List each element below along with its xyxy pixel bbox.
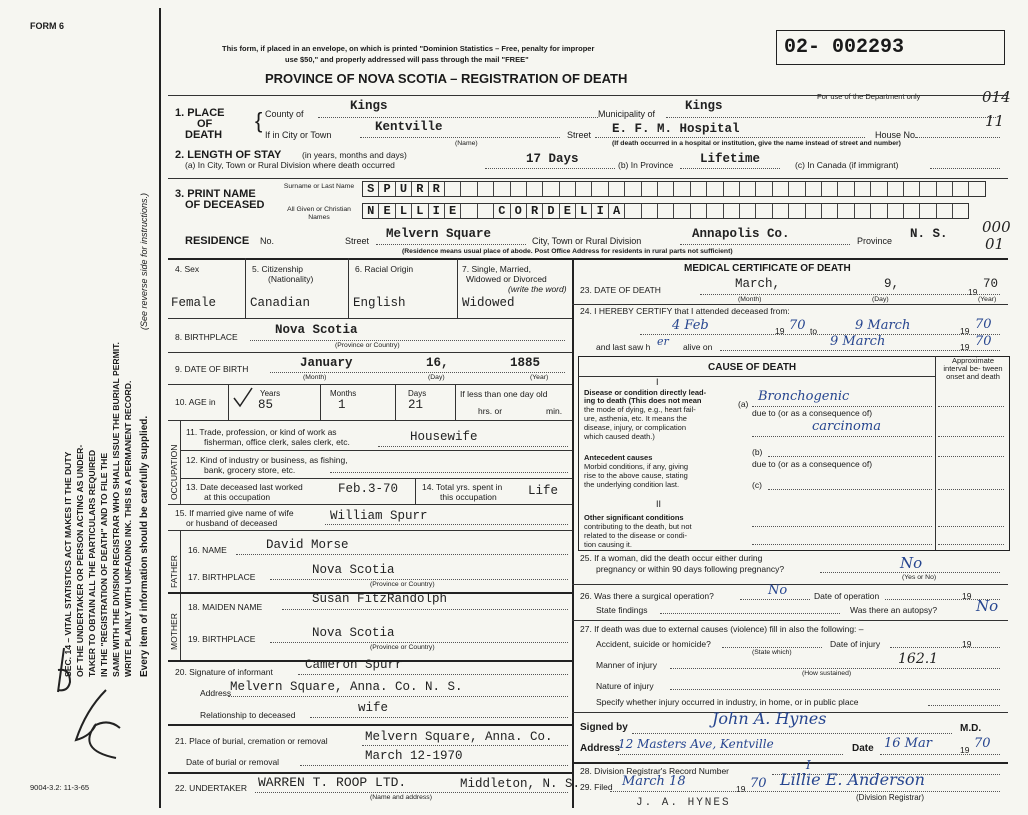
spouse-label-2: or husband of deceased (186, 518, 278, 528)
given-names-label: All Given or Christian Names (287, 206, 351, 221)
hospital-note: (If death occurred in a hospital or institution, give the name instead of street and number) (612, 140, 901, 147)
given-names-grid: N E L L I E C O R D E L I A (362, 203, 969, 219)
disease-line-5: disease, injury, or complication (584, 423, 686, 432)
residence-street-label: Street (345, 236, 370, 246)
margin-text-4: IN THE "REGISTRATION OF DEATH" AND TO FILE THE (99, 452, 109, 677)
county-value: Kings (350, 99, 388, 113)
dob-month-sub: (Month) (303, 374, 327, 381)
dept-code-2: 11 (985, 112, 1005, 130)
other-label-4: tion causing it. (584, 540, 632, 549)
father-birthplace-label: 17. BIRTHPLACE (188, 572, 256, 582)
print-name-label-1: 3. PRINT NAME (175, 188, 256, 200)
municipality-label: Municipality of (598, 109, 656, 119)
state-findings-label: State findings (596, 605, 648, 615)
accident-label: Accident, suicide or homicide? (596, 639, 711, 649)
marital-label-2: Widowed or Divorced (466, 274, 547, 284)
alive-label: alive on (683, 342, 713, 352)
min-label: min. (546, 406, 563, 416)
signed-date-label: Date (852, 743, 874, 754)
birthplace-label: 8. BIRTHPLACE (175, 332, 238, 342)
surname-grid: S P U R R (362, 181, 986, 197)
cause-c-label: (c) (752, 480, 762, 490)
md-label: M.D. (960, 723, 982, 734)
dob-day: 16, (426, 356, 449, 370)
antecedent-label-1: Antecedent causes (584, 453, 653, 462)
dob-year: 1885 (510, 356, 541, 370)
city-value: Kentville (375, 120, 443, 134)
stay-province-label: (b) In Province (618, 160, 674, 170)
medical-title: MEDICAL CERTIFICATE OF DEATH (684, 263, 851, 274)
date-of-death-19: 19 (968, 287, 978, 297)
undertaker-place: Middleton, N. S. (460, 777, 581, 791)
last-worked-value: Feb.3-70 (338, 482, 399, 496)
dod-year-sub: (Year) (978, 296, 997, 303)
age-years: 85 (258, 398, 274, 412)
postal-note-2: use $50," and properly addressed will pass through the mail "FREE" (285, 55, 529, 64)
house-label: House No. (875, 130, 918, 140)
disease-line-3: the mode of dying, e.g., heart fail- (584, 405, 696, 414)
due-to-label-2: due to (or as a consequence of) (752, 459, 873, 469)
total-years-label-1: 14. Total yrs. spent in (422, 482, 503, 492)
date-of-death-label: 23. DATE OF DEATH (580, 285, 661, 295)
external-causes-label: 27. If death was due to external causes (violence) fill in also the following: – (580, 624, 864, 634)
operation-label: 26. Was there a surgical operation? (580, 591, 714, 601)
approx-interval-label: Approximate interval be- tween onset and death (943, 356, 1003, 381)
autopsy-label: Was there an autopsy? (850, 605, 938, 615)
dept-code-1: 014 (982, 88, 1011, 106)
undertaker-label: 22. UNDERTAKER (175, 783, 247, 793)
relationship-label: Relationship to deceased (200, 710, 296, 720)
mother-birthplace-value: Nova Scotia (312, 626, 395, 640)
burial-date-value: March 12-1970 (365, 749, 463, 763)
alive-on-value: 9 March (830, 334, 886, 349)
residence-province-value: N. S. (910, 227, 948, 241)
physician-stamp: J. A. HYNES (636, 797, 731, 809)
margin-text-5: SAME WITH THE DIVISION REGISTRAR WHO SHALL ISSUE THE BURIAL PERMIT. (111, 342, 121, 677)
form-number: FORM 6 (30, 21, 65, 31)
total-years-label-2: this occupation (440, 492, 497, 502)
citizenship-sub: (Nationality) (268, 274, 314, 284)
age-days-label: Days (408, 389, 427, 398)
to-label: to (810, 326, 818, 336)
certify-label: 24. I HEREBY CERTIFY that I attended deceased from: (580, 306, 790, 316)
hrs-label: hrs. or (478, 406, 503, 416)
place-label-3: DEATH (185, 129, 223, 141)
signed-by-label: Signed by (580, 722, 628, 733)
from-19: 19 (775, 326, 785, 336)
dod-day-sub: (Day) (872, 296, 889, 303)
dept-code-3: 000 (982, 218, 1011, 236)
total-years-value: Life (528, 484, 559, 498)
attended-to: 9 March (855, 318, 911, 333)
racial-origin-label: 6. Racial Origin (355, 264, 414, 274)
injury-19: 19 (962, 639, 972, 649)
burial-place-label: 21. Place of burial, cremation or removal (175, 736, 328, 746)
trade-label-2: fisherman, office clerk, sales clerk, etc. (204, 437, 350, 447)
father-name-label: 16. NAME (188, 545, 227, 555)
length-of-stay-label: 2. LENGTH OF STAY (175, 149, 282, 161)
birthplace-value: Nova Scotia (275, 323, 358, 337)
length-of-stay-sub: (in years, months and days) (302, 150, 407, 160)
margin-text-2: OF THE UNDERTAKER OR PERSON ACTING AS UNDER- (75, 444, 85, 677)
state-which-sub: (State which) (752, 649, 792, 656)
manner-label: Manner of injury (596, 660, 657, 670)
last-saw-hw: er (657, 335, 669, 348)
date-of-death-day: 9, (884, 277, 900, 291)
operation-19: 19 (962, 591, 972, 601)
roman-one: I (656, 377, 659, 387)
brace: { (255, 108, 263, 133)
registrar-signature: Lillie E. Anderson (780, 770, 925, 789)
residence-city-value: Annapolis Co. (692, 227, 790, 241)
filed-label: 29. Filed (580, 782, 613, 792)
pregnancy-label-2: pregnancy or within 90 days following pregnancy? (596, 564, 785, 574)
industry-label-1: 12. Kind of industry or business, as fishing, (186, 455, 348, 465)
occupation-label: OCCUPATION (169, 444, 179, 500)
residence-city-label: City, Town or Rural Division (532, 236, 642, 246)
father-label: FATHER (169, 555, 179, 588)
attended-from: 4 Feb (672, 318, 709, 333)
mother-birthplace-sub: (Province or Country) (370, 644, 435, 651)
birthplace-sub: (Province or Country) (335, 342, 400, 349)
undertaker-value: WARREN T. ROOP LTD. (258, 775, 407, 790)
serial-number: 02- 002293 (784, 36, 905, 59)
injury-date-label: Date of injury (830, 639, 881, 649)
margin-text-6: WRITE PLAINLY WITH UNFADING INK. THIS IS A PERMANENT RECORD. (123, 380, 133, 677)
city-label: If in City or Town (265, 130, 332, 140)
cause-a-value-1: Bronchogenic (758, 389, 850, 404)
physician-signature: John A. Hynes (712, 709, 827, 728)
last-worked-label-1: 13. Date deceased last worked (186, 482, 303, 492)
burial-date-label: Date of burial or removal (186, 757, 280, 767)
trade-label-1: 11. Trade, profession, or kind of work as (186, 427, 337, 437)
how-sustained-sub: (How sustained) (802, 670, 852, 677)
dob-year-sub: (Year) (530, 374, 549, 381)
margin-text-7: Every item of information should be carefully supplied. (139, 415, 150, 677)
form-title: PROVINCE OF NOVA SCOTIA – REGISTRATION OF DEATH (265, 71, 628, 86)
dob-month: January (300, 356, 353, 370)
mother-name-label: 18. MAIDEN NAME (188, 602, 263, 612)
injury-code: 162.1 (898, 651, 939, 667)
cause-of-death-title: CAUSE OF DEATH (708, 362, 797, 373)
other-label-2: contributing to the death, but not (584, 522, 692, 531)
spouse-value: William Spurr (330, 509, 428, 523)
informant-address-label: Address (200, 688, 232, 698)
racial-origin-value: English (353, 296, 406, 310)
postal-note-1: This form, if placed in an envelope, on which is printed "Dominion Statistics – Free, penalty for improper (222, 44, 595, 53)
physician-address: 12 Masters Ave, Kentville (618, 737, 774, 751)
informant-value: Cameron Spurr (305, 658, 403, 672)
age-years-label: Years (260, 389, 281, 398)
marital-label-3: (write the word) (508, 284, 567, 294)
place-label-1: 1. PLACE (175, 107, 225, 119)
residence-no-label: No. (260, 236, 275, 246)
dob-label: 9. DATE OF BIRTH (175, 364, 249, 374)
county-label: County of (265, 109, 304, 119)
surname-label: Surname or Last Name (283, 183, 355, 190)
last-saw-label: and last saw h (596, 342, 651, 352)
record-number-value: I (806, 758, 811, 772)
filed-date: March 18 (622, 774, 686, 789)
citizenship-label: 5. Citizenship (252, 264, 304, 274)
mother-birthplace-label: 19. BIRTHPLACE (188, 634, 256, 644)
burial-place-value: Melvern Square, Anna. Co. (365, 730, 553, 744)
less-than-day-label: If less than one day old (460, 389, 548, 399)
attended-from-year: 70 (789, 318, 806, 333)
alive-year: 70 (975, 334, 992, 349)
stay-city-label: (a) In City, Town or Rural Division where death occurred (185, 160, 395, 170)
cause-a-label: (a) (738, 399, 749, 409)
antecedent-label-2: Morbid conditions, if any, giving (584, 462, 689, 471)
city-name-sub: (Name) (455, 140, 478, 147)
alive-19: 19 (960, 342, 970, 352)
age-days: 21 (408, 398, 424, 412)
other-label-3: related to the disease or condi- (584, 531, 687, 540)
print-name-label-2: OF DECEASED (185, 199, 265, 211)
marital-value: Widowed (462, 296, 515, 310)
filed-19: 19 (736, 784, 746, 794)
sex-label: 4. Sex (175, 264, 200, 274)
stay-canada-label: (c) In Canada (if immigrant) (795, 160, 899, 170)
record-number-label: 28. Division Registrar's Record Number (580, 766, 730, 776)
residence-note: (Residence means usual place of abode. Post Office Address for residents in rural parts not sufficient) (402, 248, 733, 255)
undertaker-sub: (Name and address) (370, 794, 432, 801)
cause-a-value-2: carcinoma (812, 419, 881, 434)
disease-line-6: which caused death.) (584, 432, 655, 441)
mother-label: MOTHER (169, 613, 179, 650)
citizenship-value: Canadian (250, 296, 311, 310)
marital-label-1: 7. Single, Married, (462, 264, 531, 274)
informant-label: 20. Signature of informant (175, 667, 273, 677)
father-birthplace-sub: (Province or Country) (370, 581, 435, 588)
father-birthplace-value: Nova Scotia (312, 563, 395, 577)
trade-value: Housewife (410, 430, 478, 444)
last-worked-label-2: at this occupation (204, 492, 271, 502)
stay-city-value: 17 Days (526, 152, 579, 166)
signed-19: 19 (960, 745, 970, 755)
street-label: Street (567, 130, 592, 140)
physician-address-label: Address (580, 743, 621, 754)
residence-label: RESIDENCE (185, 235, 250, 247)
age-label: 10. AGE in (175, 397, 216, 407)
mother-name-value: Susan FitzRandolph (312, 592, 448, 606)
filed-year: 70 (750, 776, 767, 791)
antecedent-label-4: the underlying condition last. (584, 480, 680, 489)
checkmark-icon (232, 386, 256, 410)
antecedent-label-3: rise to the above cause, stating (584, 471, 688, 480)
specify-label: Specify whether injury occurred in industry, in home, or in public place (596, 697, 859, 707)
margin-text-3: TAKER TO OBTAIN ALL THE PARTICULARS REQUIRED (87, 449, 97, 677)
operation-date-label: Date of operation (814, 591, 880, 601)
residence-province-label: Province (857, 236, 893, 246)
father-name-value: David Morse (266, 538, 349, 552)
informant-address-value: Melvern Square, Anna. Co. N. S. (230, 680, 463, 694)
autopsy-value: No (976, 597, 999, 615)
street-value: E. F. M. Hospital (612, 122, 740, 136)
signed-date: 16 Mar (884, 736, 932, 751)
age-months: 1 (338, 398, 346, 412)
pregnancy-label-1: 25. If a woman, did the death occur either during (580, 553, 763, 563)
stay-province-value: Lifetime (700, 152, 761, 166)
division-registrar-sub: (Division Registrar) (856, 793, 925, 802)
nature-label: Nature of injury (596, 681, 654, 691)
operation-value: No (768, 583, 788, 598)
roman-two: II (656, 499, 662, 509)
dept-use-label: For use of the Department only (817, 92, 921, 101)
to-19: 19 (960, 326, 970, 336)
cause-b-label: (b) (752, 447, 763, 457)
disease-line-2: ing to death (This does not mean (584, 396, 702, 405)
disease-line-1: Disease or condition directly lead- (584, 388, 707, 397)
industry-label-2: bank, grocery store, etc. (204, 465, 296, 475)
disease-line-4: ure, asthenia, etc. It means the (584, 414, 687, 423)
dept-code-4: 01 (985, 235, 1005, 253)
print-code: 9004-3.2: 11-3-65 (30, 783, 90, 792)
pregnancy-value: No (900, 554, 923, 572)
margin-text-1: SEC. 14 – VITAL STATISTICS ACT MAKES IT THE DUTY (63, 451, 73, 677)
dob-day-sub: (Day) (428, 374, 445, 381)
margin-text-8: (See reverse side for instructions.) (139, 192, 149, 330)
date-of-death-month: March, (735, 277, 781, 291)
margin-rule (159, 8, 161, 808)
sex-value: Female (171, 296, 217, 310)
handwritten-margin-marks (36, 640, 146, 770)
due-to-label-1: due to (or as a consequence of) (752, 408, 873, 418)
municipality-value: Kings (685, 99, 723, 113)
dod-month-sub: (Month) (738, 296, 762, 303)
yes-no-sub: (Yes or No) (902, 574, 937, 581)
age-months-label: Months (330, 389, 357, 398)
residence-street-value: Melvern Square (386, 227, 492, 241)
relationship-value: wife (358, 701, 389, 715)
attended-to-year: 70 (975, 317, 992, 332)
place-label-2: OF (197, 118, 213, 130)
date-of-death-year: 70 (983, 277, 999, 291)
spouse-label-1: 15. If married give name of wife (175, 508, 294, 518)
signed-year: 70 (974, 736, 991, 751)
other-label-1: Other significant conditions (584, 513, 684, 522)
